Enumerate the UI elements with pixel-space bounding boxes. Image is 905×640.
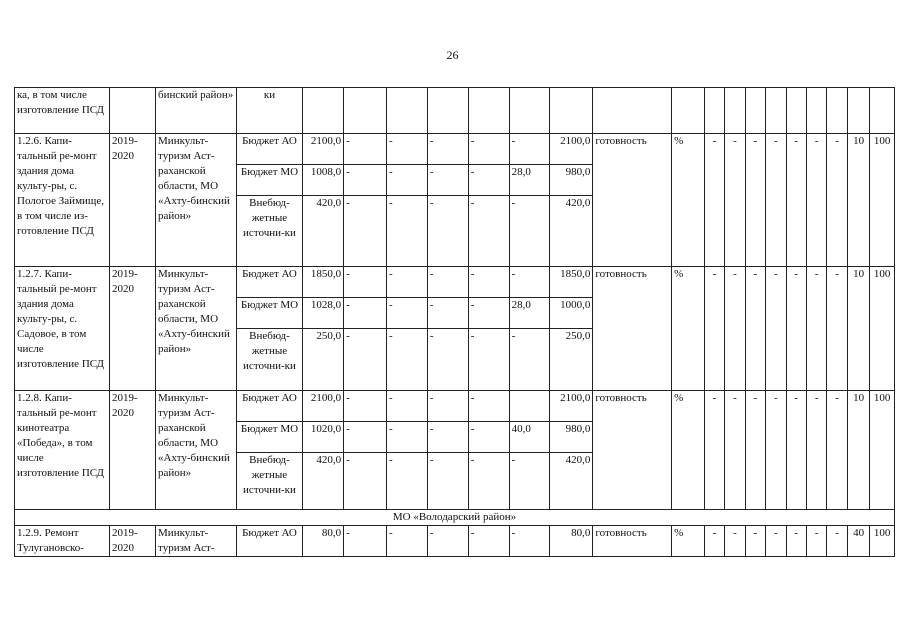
year-amount-cell: - <box>509 196 550 267</box>
empty-cell <box>427 88 468 134</box>
year-amount-cell: - <box>344 267 387 298</box>
year-amount-cell: - <box>468 391 509 422</box>
unit-cell: % <box>672 391 705 510</box>
year-indicator-cell: - <box>827 526 847 557</box>
year-indicator-cell: - <box>745 391 765 510</box>
year-indicator-cell: - <box>745 267 765 391</box>
year-amount-cell: - <box>344 526 387 557</box>
year-amount-cell: - <box>468 267 509 298</box>
empty-cell <box>303 88 344 134</box>
year-amount-cell: - <box>468 298 509 329</box>
year-amount-cell: - <box>427 134 468 165</box>
indicator-target-cell: 100 <box>870 526 895 557</box>
year-amount-cell: - <box>344 298 387 329</box>
year-amount-cell: - <box>427 298 468 329</box>
source-cell: Бюджет АО <box>236 267 302 298</box>
page-number: 26 <box>446 48 459 62</box>
year-amount-cell: - <box>427 526 468 557</box>
empty-cell <box>468 88 509 134</box>
unit-cell: % <box>672 267 705 391</box>
period-cell: 2019-2020 <box>110 134 156 267</box>
year-amount-cell: - <box>427 453 468 510</box>
year-amount-cell: 1000,0 <box>550 298 593 329</box>
activity-name-cell: ка, в том числе изготовление ПСД <box>15 88 110 134</box>
year-amount-cell: - <box>344 165 387 196</box>
empty-cell <box>672 88 705 134</box>
year-amount-cell: - <box>344 453 387 510</box>
period-cell: 2019-2020 <box>110 267 156 391</box>
indicator-value-cell: 10 <box>847 134 869 267</box>
year-amount-cell: 980,0 <box>550 165 593 196</box>
unit-cell: % <box>672 526 705 557</box>
year-indicator-cell: - <box>806 267 826 391</box>
indicator-target-cell: 100 <box>870 134 895 267</box>
year-amount-cell: 980,0 <box>550 422 593 453</box>
year-amount-cell: - <box>386 165 427 196</box>
year-amount-cell: 250,0 <box>550 329 593 391</box>
year-indicator-cell: - <box>786 267 806 391</box>
period-cell: 2019-2020 <box>110 526 156 557</box>
empty-cell <box>745 88 765 134</box>
year-amount-cell: 40,0 <box>509 422 550 453</box>
empty-cell <box>704 88 724 134</box>
year-amount-cell: - <box>509 526 550 557</box>
year-amount-cell: - <box>509 134 550 165</box>
executor-cell: Минкульт-туризм Аст- <box>156 526 237 557</box>
year-amount-cell: - <box>509 329 550 391</box>
year-amount-cell: 420,0 <box>550 196 593 267</box>
year-indicator-cell: - <box>806 526 826 557</box>
year-indicator-cell: - <box>725 134 745 267</box>
year-indicator-cell: - <box>806 391 826 510</box>
table-row <box>15 510 895 526</box>
region-header: МО «Володарский район» <box>15 510 895 526</box>
year-amount-cell: 28,0 <box>509 298 550 329</box>
year-amount-cell: - <box>427 391 468 422</box>
year-indicator-cell: - <box>725 267 745 391</box>
year-amount-cell: - <box>386 453 427 510</box>
year-indicator-cell: - <box>725 391 745 510</box>
program-table <box>14 87 895 557</box>
year-amount-cell: 80,0 <box>550 526 593 557</box>
empty-cell <box>806 88 826 134</box>
source-cell: Внебюд-жетные источни-ки <box>236 196 302 267</box>
indicator-cell: готовность <box>593 526 672 557</box>
year-indicator-cell: - <box>827 267 847 391</box>
year-indicator-cell: - <box>827 134 847 267</box>
executor-cell: Минкульт-туризм Аст-раханской области, МО «Ахту-бинский район» <box>156 134 237 267</box>
empty-cell <box>827 88 847 134</box>
empty-cell <box>593 88 672 134</box>
year-indicator-cell: - <box>786 391 806 510</box>
empty-cell <box>725 88 745 134</box>
year-amount-cell: 28,0 <box>509 165 550 196</box>
year-amount-cell: - <box>427 422 468 453</box>
empty-cell <box>509 88 550 134</box>
year-amount-cell: - <box>427 267 468 298</box>
year-indicator-cell: - <box>704 134 724 267</box>
year-indicator-cell: - <box>766 391 786 510</box>
year-amount-cell: - <box>386 298 427 329</box>
period-cell <box>110 88 156 134</box>
table-row <box>15 134 895 165</box>
year-indicator-cell: - <box>766 267 786 391</box>
year-amount-cell: - <box>427 165 468 196</box>
indicator-cell: готовность <box>593 267 672 391</box>
year-indicator-cell: - <box>704 526 724 557</box>
year-indicator-cell: - <box>786 526 806 557</box>
empty-cell <box>870 88 895 134</box>
year-indicator-cell: - <box>766 526 786 557</box>
total-cell: 80,0 <box>303 526 344 557</box>
year-amount-cell: - <box>427 329 468 391</box>
indicator-value-cell: 10 <box>847 391 869 510</box>
activity-name-cell: 1.2.8. Капи-тальный ре-монт кинотеатра «Победа», в том числе изготовление ПСД <box>15 391 110 510</box>
executor-cell: бинский район» <box>156 88 237 134</box>
indicator-value-cell: 10 <box>847 267 869 391</box>
indicator-cell: готовность <box>593 391 672 510</box>
year-indicator-cell: - <box>745 526 765 557</box>
year-amount-cell: - <box>468 453 509 510</box>
total-cell: 2100,0 <box>303 391 344 422</box>
source-cell: Бюджет МО <box>236 165 302 196</box>
total-cell: 1028,0 <box>303 298 344 329</box>
executor-cell: Минкульт-туризм Аст-раханской области, МО «Ахту-бинский район» <box>156 267 237 391</box>
year-amount-cell: - <box>468 134 509 165</box>
source-cell: Бюджет АО <box>236 391 302 422</box>
year-amount-cell: - <box>344 329 387 391</box>
source-cell: Бюджет МО <box>236 422 302 453</box>
year-indicator-cell: - <box>827 391 847 510</box>
year-amount-cell: - <box>386 267 427 298</box>
year-indicator-cell: - <box>806 134 826 267</box>
total-cell: 1008,0 <box>303 165 344 196</box>
year-amount-cell: 2100,0 <box>550 134 593 165</box>
indicator-target-cell: 100 <box>870 391 895 510</box>
year-amount-cell: - <box>468 165 509 196</box>
year-amount-cell: - <box>344 422 387 453</box>
activity-name-cell: 1.2.7. Капи-тальный ре-монт здания дома культу-ры, с. Садовое, в том числе изготовление ПСД <box>15 267 110 391</box>
year-indicator-cell: - <box>725 526 745 557</box>
indicator-target-cell: 100 <box>870 267 895 391</box>
year-amount-cell: - <box>468 526 509 557</box>
source-cell: Внебюд-жетные источни-ки <box>236 453 302 510</box>
year-amount-cell: - <box>509 267 550 298</box>
empty-cell <box>386 88 427 134</box>
executor-cell: Минкульт-туризм Аст-раханской области, МО «Ахту-бинский район» <box>156 391 237 510</box>
total-cell: 1850,0 <box>303 267 344 298</box>
total-cell: 250,0 <box>303 329 344 391</box>
table-row <box>15 267 895 298</box>
indicator-value-cell: 40 <box>847 526 869 557</box>
year-indicator-cell: - <box>786 134 806 267</box>
empty-cell <box>766 88 786 134</box>
year-indicator-cell: - <box>745 134 765 267</box>
year-amount-cell: - <box>386 391 427 422</box>
year-indicator-cell: - <box>704 391 724 510</box>
year-amount-cell: - <box>386 526 427 557</box>
year-amount-cell: - <box>344 134 387 165</box>
table-row <box>15 88 895 134</box>
year-amount-cell: - <box>386 329 427 391</box>
indicator-cell: готовность <box>593 134 672 267</box>
empty-cell <box>847 88 869 134</box>
year-amount-cell: - <box>427 196 468 267</box>
empty-cell <box>344 88 387 134</box>
year-amount-cell <box>509 391 550 422</box>
year-amount-cell: - <box>386 422 427 453</box>
source-cell: Внебюд-жетные источни-ки <box>236 329 302 391</box>
unit-cell: % <box>672 134 705 267</box>
year-amount-cell: 2100,0 <box>550 391 593 422</box>
table-row <box>15 391 895 422</box>
year-amount-cell: - <box>468 196 509 267</box>
source-cell: Бюджет АО <box>236 134 302 165</box>
year-indicator-cell: - <box>766 134 786 267</box>
year-amount-cell: - <box>468 422 509 453</box>
total-cell: 2100,0 <box>303 134 344 165</box>
empty-cell <box>550 88 593 134</box>
year-amount-cell: - <box>386 134 427 165</box>
year-amount-cell: - <box>344 391 387 422</box>
year-amount-cell: 420,0 <box>550 453 593 510</box>
year-indicator-cell: - <box>704 267 724 391</box>
source-cell: Бюджет АО <box>236 526 302 557</box>
year-amount-cell: - <box>386 196 427 267</box>
total-cell: 420,0 <box>303 453 344 510</box>
activity-name-cell: 1.2.9. Ремонт Тулугановско- <box>15 526 110 557</box>
source-cell: ки <box>236 88 302 134</box>
activity-name-cell: 1.2.6. Капи-тальный ре-монт здания дома культу-ры, с. Пологое Займище, в том числе из-готовление ПСД <box>15 134 110 267</box>
total-cell: 1020,0 <box>303 422 344 453</box>
year-amount-cell: - <box>509 453 550 510</box>
year-amount-cell: 1850,0 <box>550 267 593 298</box>
period-cell: 2019-2020 <box>110 391 156 510</box>
table-row <box>15 526 895 557</box>
year-amount-cell: - <box>468 329 509 391</box>
year-amount-cell: - <box>344 196 387 267</box>
total-cell: 420,0 <box>303 196 344 267</box>
empty-cell <box>786 88 806 134</box>
source-cell: Бюджет МО <box>236 298 302 329</box>
